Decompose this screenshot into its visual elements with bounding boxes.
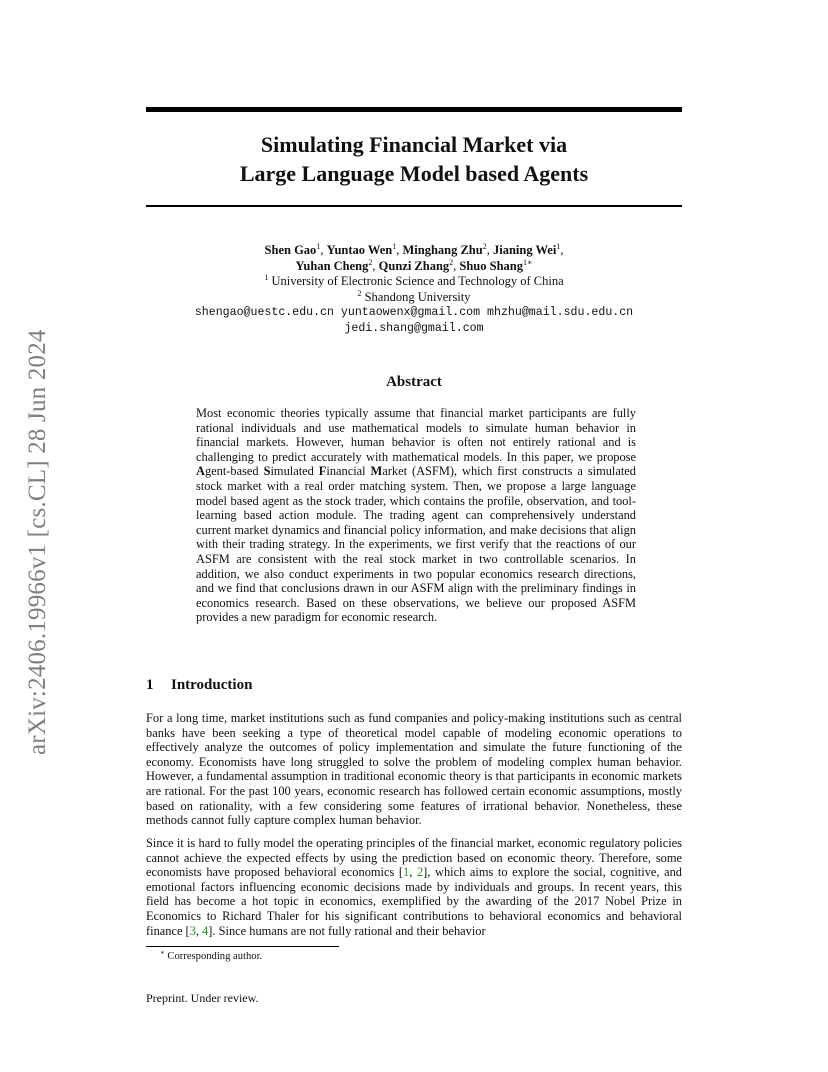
author-affiliation-mark: 1 [556,241,561,251]
arxiv-identifier-stamp: arXiv:2406.19966v1 [cs.CL] 28 Jun 2024 [24,329,51,755]
affiliation-2 [146,290,682,306]
author-name: Shen Gao [264,243,317,257]
abstract-heading: Abstract [386,374,442,390]
author-name: Qunzi Zhang [378,258,450,273]
affiliation-mark: 1 [264,272,269,282]
preprint-note: Preprint. Under review. [146,991,259,1005]
email-line-1: shengao@uestc.edu.cn yuntaowenx@gmail.com mhzhu@mail.sdu.edu.cn [194,306,634,319]
intro-paragraph-2: Since it is hard to fully model the operating principles of the financial market, economic regulatory policies cannot achieve the expected effects by using the prediction based on economic theory. Therefore, some economists have proposed behavioral economics [1, 2], which aims to explore the social, cognitive, and emotional factors influencing economic decisions made by individuals and groups. In recent years, this field has become a hot topic in economics, exemplified by the awarding of the 2017 Nobel Prize in Economics to Richard Thaler for his significant contributions to behavioral economics and behavioral finance [3, 4]. Since humans are not fully rational and their behavior [146,836,682,938]
author-affiliation-mark: 1 [316,241,321,251]
title-line-1: Simulating Financial Market via [260,132,568,157]
affiliation-name: Shandong University [364,289,471,304]
paper-title [146,130,682,188]
footnote [160,950,262,963]
citation-link[interactable]: 2 [416,865,424,880]
author-affiliation-mark: 1∗ [523,257,533,267]
author-affiliation-mark: 2 [449,257,454,267]
title-top-rule [146,107,682,112]
author-name: Yuntao Wen [326,243,393,257]
footnote-rule [146,946,339,947]
author-affiliation-mark: 2 [368,257,373,267]
email-line-2: jedi.shang@gmail.com [344,321,484,335]
citation-link[interactable]: 1 [403,865,410,880]
affiliation-name: University of Electronic Science and Technology of China [271,274,564,288]
author-block [146,243,682,336]
section-title: Introduction [171,677,253,693]
author-name: Minghang Zhu [402,243,483,257]
citation-link[interactable]: 4 [202,923,209,938]
citation-link[interactable]: 3 [189,923,196,938]
author-affiliation-mark: 2 [482,241,487,251]
abstract-text: Most economic theories typically assume that financial market participants are fully rational individuals and use mathematical models to simulate human behavior in financial markets. However, human behavior is often not entirely rational and is challenging to predict accurately with mathematical models. In this paper, we propose Agent-based Simulated Financial Market (ASFM), which first constructs a simulated stock market with a real order matching system. Then, we propose a large language model based agent as the stock trader, which contains the profile, observation, and tool-learning based action module. The trading agent can comprehensively understand current market dynamics and financial policy information, and make decisions that align with their trading strategy. In the experiments, we first verify that the reactions of our ASFM are consistent with the real stock market in two controllable scenarios. In addition, we also conduct experiments in two popular economics research directions, and we find that conclusions drawn in our ASFM align with the preliminary findings in economics research. Based on these observations, we believe our proposed ASFM provides a new paradigm for economic research. [196,406,636,625]
affiliation-mark: 2 [357,288,362,298]
title-bottom-rule [146,205,682,207]
author-affiliation-mark: 1 [392,241,397,251]
footnote-mark: ∗ [160,948,165,957]
author-line-2: Yuhan Cheng$^2$, Qunzi Zhang$^2$, Shuo Shang$^{1∗}$ [295,257,533,273]
section-number: 1 [146,677,154,693]
affiliation-1 [146,274,682,290]
title-line-2: Large Language Model based Agents [239,161,589,186]
author-name: Shuo Shang [459,258,523,273]
author-name: Jianing Wei [492,243,557,257]
section-heading-introduction [146,676,682,694]
footnote-text: Corresponding author. [167,951,263,962]
author-name: Yuhan Cheng [295,258,369,273]
intro-paragraph-1: For a long time, market institutions such as fund companies and policy-making institutions such as central banks have been seeking a type of theoretical model capable of modeling economic operations to effectively analyze the outcomes of policy implementation and simulate the future functioning of the economy. Economists have long struggled to solve the problem of modeling complex human behavior. However, a fundamental assumption in traditional economic theory is that participants in economic markets are rational. For the past 100 years, economic research has followed certain economic assumptions, mostly based on rationality, with a few considering some features of irrational behavior. Nonetheless, these methods cannot fully capture complex human behavior. [146,711,682,828]
author-line-1: Shen Gao$^1$, Yuntao Wen$^1$, Minghang Zhu$^2$, Jianing Wei$^1$, [264,241,564,257]
